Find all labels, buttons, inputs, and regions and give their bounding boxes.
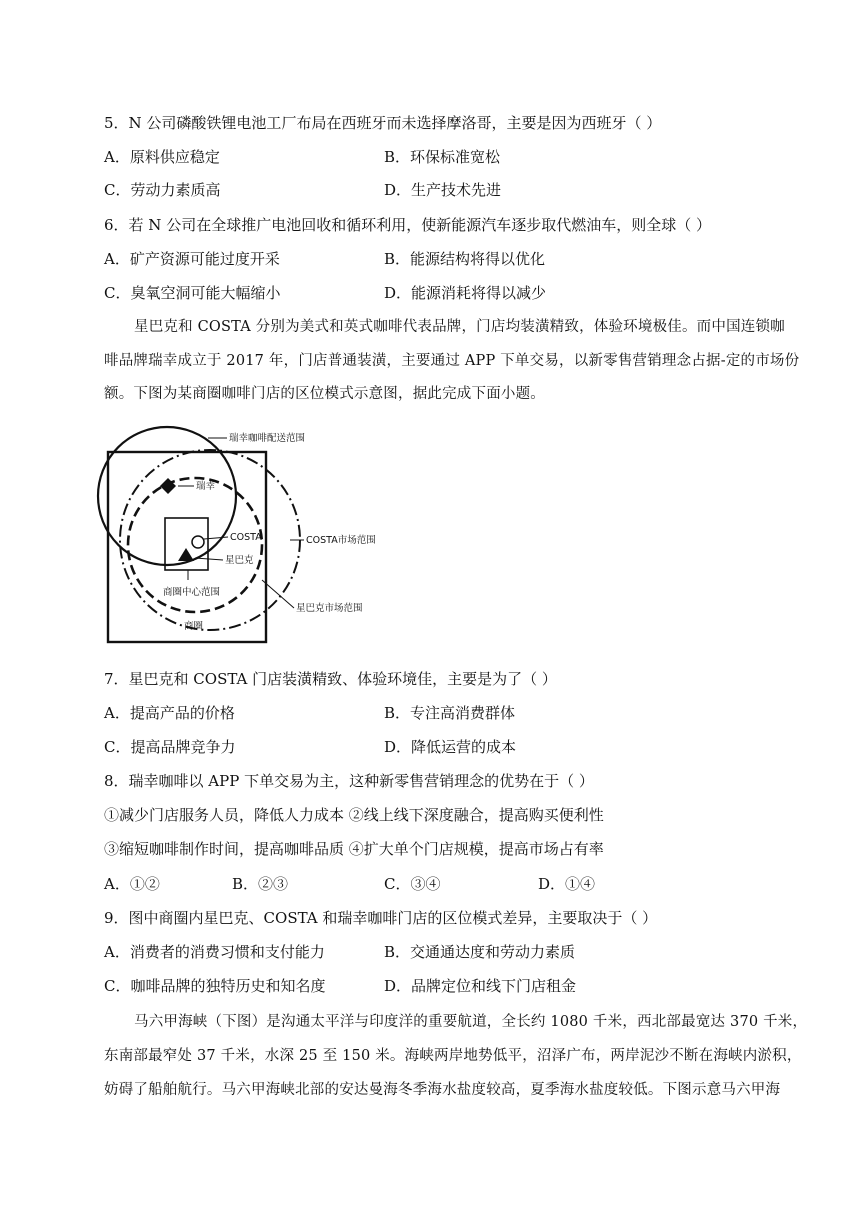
strait-passage-line-2: 东南部最窄处 37 千米，水深 25 至 150 米。海峡两岸地势低平，沼泽广布，两岸泥沙不断在海峡内淤积， — [104, 1048, 802, 1064]
question-6-stem: 6．若 N 公司在全球推广电池回收和循环利用，使新能源汽车逐步取代燃油车，则全球（ ） — [104, 216, 711, 234]
q7-option-b: B．专注高消费群体 — [384, 704, 516, 722]
q7-option-d: D．降低运营的成本 — [384, 738, 517, 756]
diagram-svg — [90, 420, 400, 660]
coffee-passage-line-3: 额。下图为某商圈咖啡门店的区位模式示意图，据此完成下面小题。 — [104, 386, 545, 402]
starbucks-leader-line — [195, 558, 223, 560]
question-9-stem: 9．图中商圈内星巴克、COSTA 和瑞幸咖啡门店的区位模式差异，主要取决于（ ） — [104, 909, 658, 927]
starbucks-label: 星巴克 — [225, 555, 254, 566]
strait-passage-line-1: 马六甲海峡（下图）是沟通太平洋与印度洋的重要航道，全长约 1080 千米，西北部最宽达 370 千米， — [134, 1014, 808, 1030]
q5-option-b: B．环保标准宽松 — [384, 148, 501, 166]
coffee-passage-line-2: 啡品牌瑞幸成立于 2017 年，门店普通装潢，主要通过 APP 下单交易，以新零售营销理念占据-定的市场份 — [104, 353, 800, 369]
q9-option-b: B．交通通达度和劳动力素质 — [384, 943, 576, 961]
core-area-label: 商圈中心范围 — [163, 587, 221, 598]
q5-option-a: A．原料供应稳定 — [104, 148, 220, 166]
coffee-location-diagram — [90, 420, 400, 660]
costa-store-symbol — [192, 536, 204, 548]
costa-market-circle — [120, 450, 300, 630]
costa-market-label: COSTA市场范围 — [306, 535, 376, 546]
q8-option-a: A．①② — [104, 875, 160, 893]
q8-option-c: C．③④ — [384, 875, 441, 893]
q7-option-c: C．提高品牌竞争力 — [104, 738, 236, 756]
district-label: 商圈 — [184, 621, 204, 632]
q5-option-d: D．生产技术先进 — [384, 181, 502, 199]
luckin-delivery-circle — [98, 427, 236, 565]
q6-option-b: B．能源结构将得以优化 — [384, 250, 546, 268]
costa-label: COSTA — [230, 532, 262, 543]
coffee-passage-line-1: 星巴克和 COSTA 分别为美式和英式咖啡代表品牌，门店均装潢精致，体验环境极佳。而中国连锁咖 — [134, 319, 785, 335]
q6-option-a: A．矿产资源可能过度开采 — [104, 250, 280, 268]
q8-option-b: B．②③ — [232, 875, 289, 893]
q9-option-c: C．咖啡品牌的独特历史和知名度 — [104, 977, 326, 995]
q5-option-c: C．劳动力素质高 — [104, 181, 221, 199]
strait-passage-line-3: 妨碍了船舶航行。马六甲海峡北部的安达曼海冬季海水盐度较高，夏季海水盐度较低。下图示意马六甲海 — [104, 1082, 781, 1098]
q8-statements-2: ③缩短咖啡制作时间，提高咖啡品质 ④扩大单个门店规模，提高市场占有率 — [104, 840, 604, 858]
starbucks-store-symbol — [178, 548, 194, 561]
q9-option-a: A．消费者的消费习惯和支付能力 — [104, 943, 325, 961]
question-8-stem: 8．瑞幸咖啡以 APP 下单交易为主，这种新零售营销理念的优势在于（ ） — [104, 772, 594, 790]
question-5-stem: 5．N 公司磷酸铁锂电池工厂布局在西班牙而未选择摩洛哥，主要是因为西班牙（ ） — [104, 114, 662, 132]
q7-option-a: A．提高产品的价格 — [104, 704, 235, 722]
q6-option-d: D．能源消耗将得以减少 — [384, 284, 547, 302]
q8-option-d: D．①④ — [538, 875, 596, 893]
question-7-stem: 7．星巴克和 COSTA 门店装潢精致、体验环境佳，主要是为了（ ） — [104, 670, 557, 688]
q6-option-c: C．臭氧空洞可能大幅缩小 — [104, 284, 281, 302]
district-boundary — [108, 452, 266, 642]
starbucks-market-label: 星巴克市场范围 — [296, 603, 363, 614]
luckin-delivery-label: 瑞幸咖啡配送范围 — [229, 433, 306, 444]
q8-statements-1: ①减少门店服务人员，降低人力成本 ②线上线下深度融合，提高购买便利性 — [104, 806, 604, 824]
luckin-label: 瑞幸 — [196, 481, 216, 492]
q9-option-d: D．品牌定位和线下门店租金 — [384, 977, 577, 995]
